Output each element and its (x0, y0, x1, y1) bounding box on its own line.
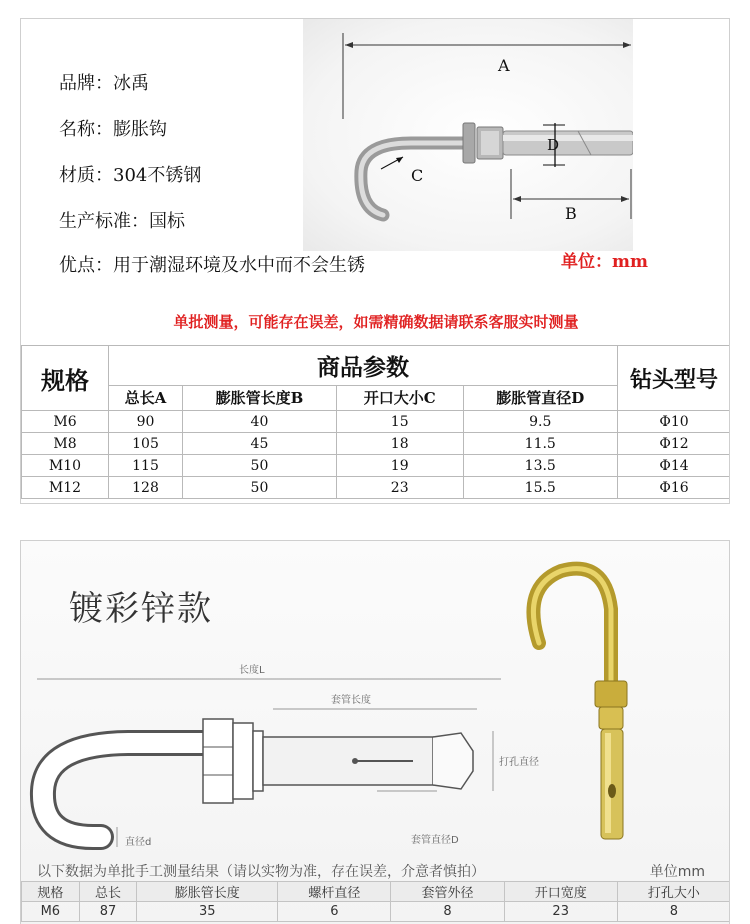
table-cell: M6 (22, 411, 109, 433)
spec-value: 304不锈钢 (113, 165, 202, 186)
table-cell: 11.5 (463, 433, 618, 455)
table-cell: M12 (22, 477, 109, 499)
column-header-opening-width: 开口宽度 (504, 882, 617, 902)
table-row (22, 902, 731, 922)
table-cell: 15 (336, 411, 463, 433)
product-title-zinc: 镀彩锌款 (69, 589, 213, 629)
table-cell: 90 (109, 411, 183, 433)
column-header-sleeve-outer-diameter: 套管外径 (391, 882, 504, 902)
table-cell: 15.5 (463, 477, 618, 499)
unit-label: 单位：mm (561, 252, 648, 272)
column-header-spec: 规格 (22, 346, 109, 411)
table-cell: 50 (183, 477, 337, 499)
measurement-note: 以下数据为单批手工测量结果（请以实物为准，存在误差，介意者慎拍） (37, 864, 485, 880)
spec-advantage (59, 251, 365, 277)
table-cell: 19 (336, 455, 463, 477)
dimension-label-a: A (498, 56, 510, 75)
spec-table-stainless (21, 345, 730, 499)
dimension-label-d: D (547, 136, 560, 154)
table-cell: 6 (278, 902, 391, 922)
spec-label: 品牌： (59, 73, 113, 94)
diagram-label-length: 长度L (239, 665, 265, 676)
column-header-screw-diameter: 螺杆直径 (278, 882, 391, 902)
table-cell: 8 (617, 902, 730, 922)
table-cell: 13.5 (463, 455, 618, 477)
table-cell: 35 (137, 902, 278, 922)
column-header-spec: 规格 (22, 882, 80, 902)
table-cell: 105 (109, 433, 183, 455)
table-cell: 128 (109, 477, 183, 499)
spec-table-zinc (21, 881, 730, 922)
table-row (22, 455, 731, 477)
table-row (22, 411, 731, 433)
table-cell: 87 (79, 902, 137, 922)
table-row (22, 477, 731, 499)
column-header-sleeve-length: 膨胀管长度 (137, 882, 278, 902)
table-cell: Φ16 (618, 477, 731, 499)
column-header-total-length: 总长 (79, 882, 137, 902)
column-header-total-length: 总长A (109, 385, 183, 410)
table-cell: 45 (183, 433, 337, 455)
dimension-label-b: B (565, 204, 577, 223)
diagram-label-diameter: 直径d (125, 837, 152, 848)
table-cell: M8 (22, 433, 109, 455)
column-group-header: 商品参数 (109, 346, 618, 386)
table-cell: Φ10 (618, 411, 731, 433)
table-cell: 9.5 (463, 411, 618, 433)
column-header-sleeve-length: 膨胀管长度B (183, 385, 337, 410)
spec-value: 膨胀钩 (113, 119, 167, 140)
unit-label-zinc: 单位mm (649, 864, 705, 880)
table-cell: M10 (22, 455, 109, 477)
table-cell: 115 (109, 455, 183, 477)
table-cell: 23 (504, 902, 617, 922)
spec-name (59, 115, 167, 141)
diagram-label-sleeve-diameter: 套管直径D (411, 835, 459, 846)
table-cell: 23 (336, 477, 463, 499)
product-panel-stainless (20, 18, 730, 504)
spec-label: 优点： (59, 255, 113, 276)
spec-label: 名称： (59, 119, 113, 140)
table-cell: Φ14 (618, 455, 731, 477)
spec-value: 国标 (149, 211, 185, 232)
column-header-drill-size: 打孔大小 (617, 882, 730, 902)
product-panel-zinc (20, 540, 730, 924)
table-cell: 50 (183, 455, 337, 477)
dimension-label-c: C (411, 166, 424, 185)
column-header-opening: 开口大小C (336, 385, 463, 410)
diagram-label-drill: 打孔直径 (499, 757, 539, 768)
spec-label: 材质： (59, 165, 113, 186)
spec-label: 生产标准： (59, 211, 149, 232)
diagram-label-sleeve-length: 套管长度 (331, 695, 371, 706)
spec-value: 冰禹 (113, 73, 149, 94)
measurement-disclaimer: 单批测量，可能存在误差，如需精确数据请联系客服实时测量 (173, 313, 579, 331)
table-cell: 8 (391, 902, 504, 922)
spec-standard (59, 207, 185, 233)
spec-value: 用于潮湿环境及水中而不会生锈 (113, 255, 365, 276)
column-header-sleeve-diameter: 膨胀管直径D (463, 385, 618, 410)
hook-dimension-diagram (303, 19, 633, 251)
column-header-drill: 钻头型号 (618, 346, 731, 411)
table-cell: Φ12 (618, 433, 731, 455)
table-cell: 18 (336, 433, 463, 455)
zinc-hook-diagram (21, 651, 541, 861)
table-cell: M6 (22, 902, 80, 922)
table-row (22, 433, 731, 455)
spec-material (59, 161, 201, 187)
table-cell: 40 (183, 411, 337, 433)
product-photo-zinc (501, 551, 721, 851)
spec-brand (59, 69, 149, 95)
product-photo-stainless (303, 19, 633, 251)
